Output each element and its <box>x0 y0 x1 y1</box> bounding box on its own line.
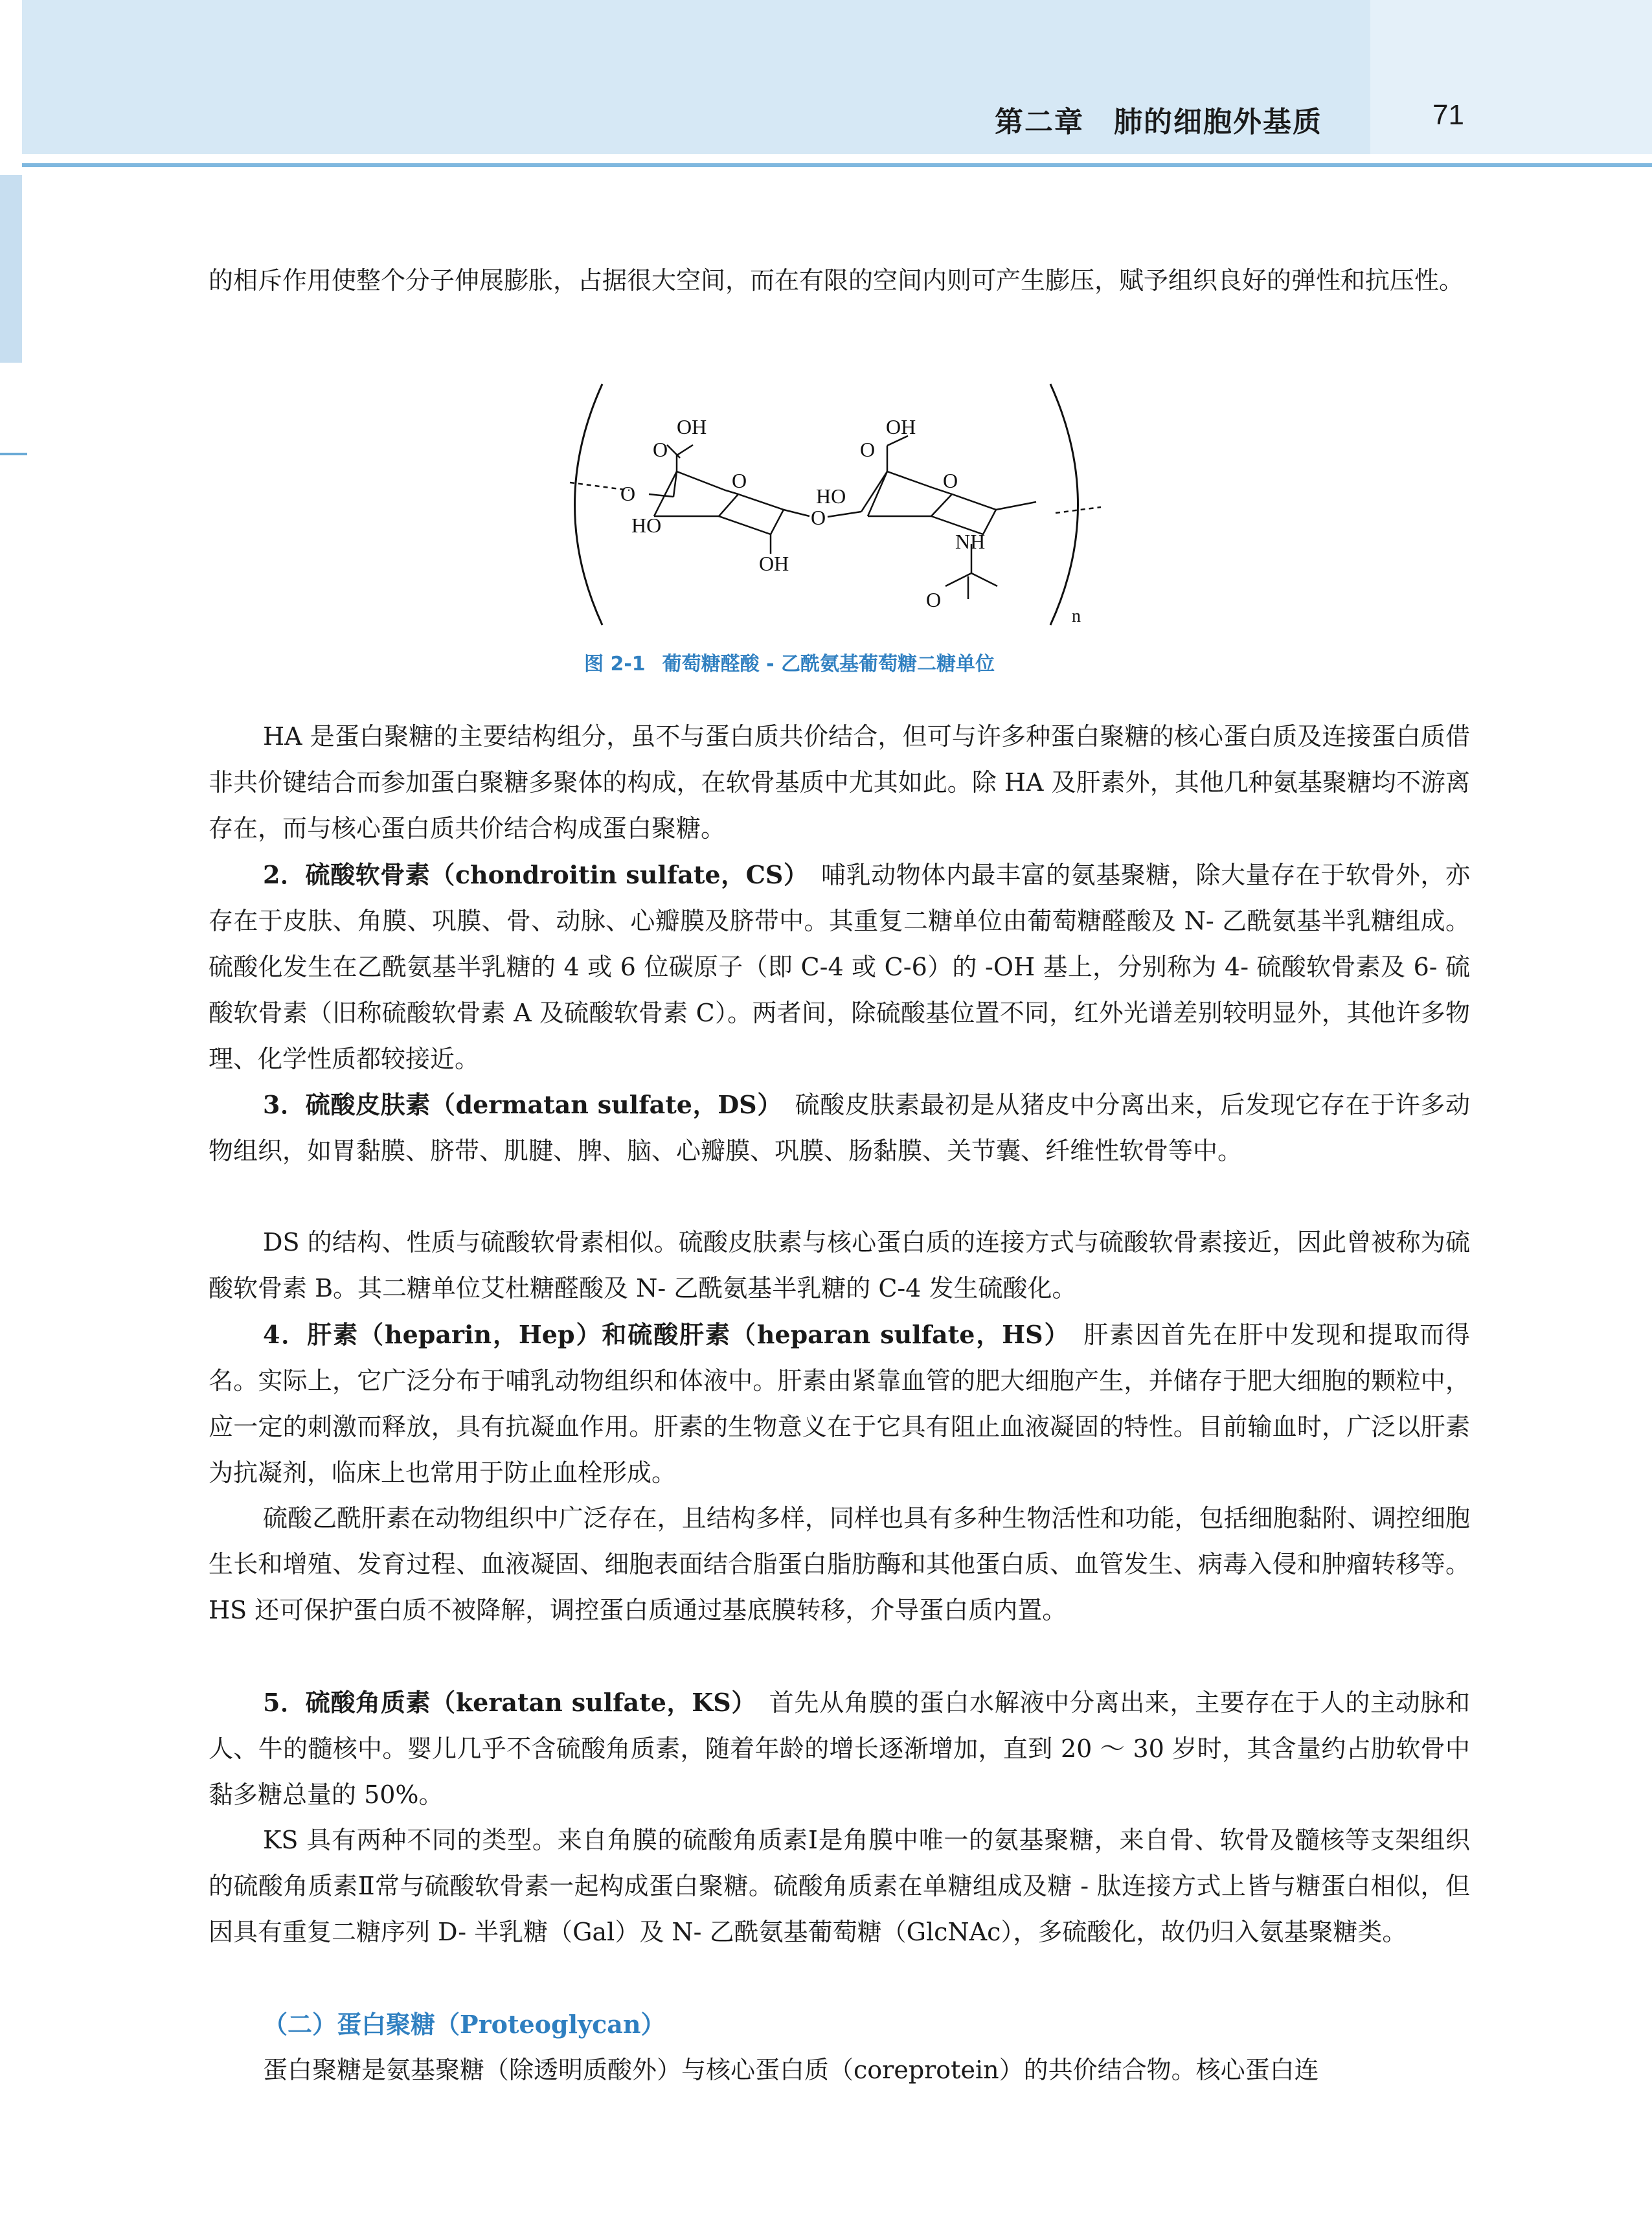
heading-heparin: 4．肝素（heparin，Hep）和硫酸肝素（heparan sulfate，HS） <box>263 1320 1058 1349</box>
paragraph-proteoglycan: 蛋白聚糖是氨基聚糖（除透明质酸外）与核心蛋白质（coreprotein）的共价结合物。核心蛋白连 <box>263 2056 1319 2084</box>
paragraph-heparin <box>209 1312 1470 1496</box>
subheading-proteoglycan: （二）蛋白聚糖（Proteoglycan） <box>263 2010 666 2039</box>
header-rule <box>22 163 1652 167</box>
label-oh-top-right: OH <box>886 415 916 438</box>
heading-keratan-sulfate: 5．硫酸角质素（keratan sulfate，KS） <box>263 1688 745 1717</box>
body-heparin: 肝素因首先在肝中发现和提取而得名。实际上，它广泛分布于哺乳动物组织和体液中。肝素由紧靠血管的肥大细胞产生，并储存于肥大细胞的颗粒中，应一定的刺激而释放，具有抗凝血作用。肝素的生物意义在于它具有阻止血液凝固的特性。目前输血时，广泛以肝素为抗凝剂，临床上也常用于防止血栓形成。 <box>209 1321 1470 1487</box>
left-bracket <box>575 384 603 625</box>
heading-chondroitin-sulfate: 2．硫酸软骨素（chondroitin sulfate，CS） <box>263 860 797 889</box>
label-repeat-n: n <box>1072 606 1081 626</box>
figure-caption-text: 葡萄糖醛酸 - 乙酰氨基葡萄糖二糖单位 <box>662 653 995 676</box>
disaccharide-structure-figure <box>557 379 1114 631</box>
label-link-o-mid: O <box>811 506 826 529</box>
label-ho-right: HO <box>816 484 846 508</box>
paragraph-ha: HA 是蛋白聚糖的主要结构组分，虽不与蛋白质共价结合，但可与许多种蛋白聚糖的核心蛋白质及连接蛋白质借非共价键结合而参加蛋白聚糖多聚体的构成，在软骨基质中尤其如此。除 HA 及肝素外，其他几种氨基聚糖均不游离存在，而与核心蛋白质共价结合构成蛋白聚糖。 <box>209 722 1470 843</box>
chapter-title: 第二章 肺的细胞外基质 <box>995 106 1322 139</box>
figure-caption <box>584 648 1089 676</box>
label-carbonyl-o: O <box>653 438 668 461</box>
header-band-right <box>1370 0 1652 154</box>
paragraph-ds-structure: DS 的结构、性质与硫酸软骨素相似。硫酸皮肤素与核心蛋白质的连接方式与硫酸软骨素接近，因此曾被称为硫酸软骨素 B。其二糖单位艾杜糖醛酸及 N- 乙酰氨基半乳糖的 C-4 发生硫酸化。 <box>209 1228 1470 1302</box>
label-oh-bottom-left: OH <box>759 552 789 575</box>
paragraph-heparan-sulfate: 硫酸乙酰肝素在动物组织中广泛存在，且结构多样，同样也具有多种生物活性和功能，包括细胞黏附、调控细胞生长和增殖、发育过程、血液凝固、细胞表面结合脂蛋白脂肪酶和其他蛋白质、血管发生、病毒入侵和肿瘤转移等。HS 还可保护蛋白质不被降解，调控蛋白质通过基底膜转移，介导蛋白质内置。 <box>209 1504 1470 1624</box>
label-o-hydroxymethyl: O <box>860 438 876 461</box>
label-acetyl-o: O <box>926 588 942 611</box>
figure-caption-number: 图 2-1 <box>584 653 646 676</box>
body-dermatan-sulfate: 硫酸皮肤素最初是从猪皮中分离出来，后发现它存在于许多动物组织，如胃黏膜、脐带、肌腱、脾、脑、心瓣膜、巩膜、肠黏膜、关节囊、纤维性软骨等中。 <box>209 1091 1470 1165</box>
right-bracket <box>1050 384 1078 625</box>
body-keratan-sulfate: 首先从角膜的蛋白水解液中分离出来，主要存在于人的主动脉和人、牛的髓核中。婴儿几乎不含硫酸角质素，随着年龄的增长逐渐增加，直到 20 ～ 30 岁时，其含量约占肋软骨中黏多糖总量的 50%。 <box>209 1688 1470 1809</box>
side-tick <box>0 453 27 455</box>
body-chondroitin-sulfate: 哺乳动物体内最丰富的氨基聚糖，除大量存在于软骨外，亦存在于皮肤、角膜、巩膜、骨、动脉、心瓣膜及脐带中。其重复二糖单位由葡萄糖醛酸及 N- 乙酰氨基半乳糖组成。硫酸化发生在乙酰氨基半乳糖的 4 或 6 位碳原子（即 C-4 或 C-6）的 -OH 基上，分别称为 4- 硫酸软骨素及 6- 硫酸软骨素（旧称硫酸软骨素 A 及硫酸软骨素 C）。两者间，除硫酸基位置不同，红外光谱差别较明显外，其他许多物理、化学性质都较接近。 <box>209 861 1470 1073</box>
paragraph-chondroitin-sulfate <box>209 852 1470 1082</box>
label-ho-left: HO <box>631 514 662 537</box>
label-ring-o-left: O <box>732 469 747 492</box>
label-link-o-left: O <box>620 482 636 505</box>
label-nh: NH <box>955 530 986 553</box>
paragraph-dermatan-sulfate <box>209 1082 1470 1174</box>
page-number: 71 <box>1432 99 1464 131</box>
paragraph-keratan-sulfate <box>209 1679 1470 1818</box>
label-ring-o-right: O <box>943 469 958 492</box>
paragraph-ks-types: KS 具有两种不同的类型。来自角膜的硫酸角质素Ⅰ是角膜中唯一的氨基聚糖，来自骨、软骨及髓核等支架组织的硫酸角质素Ⅱ常与硫酸软骨素一起构成蛋白聚糖。硫酸角质素在单糖组成及糖 - 肽连接方式上皆与糖蛋白相似，但因具有重复二糖序列 D- 半乳糖（Gal）及 N- 乙酰氨基葡萄糖（GlcNAc），多硫酸化，故仍归入氨基聚糖类。 <box>209 1826 1470 1946</box>
side-tab <box>0 175 22 363</box>
paragraph-continuation: 的相斥作用使整个分子伸展膨胀，占据很大空间，而在有限的空间内则可产生膨压，赋予组织良好的弹性和抗压性。 <box>209 266 1464 295</box>
label-oh-top-left: OH <box>677 415 707 438</box>
heading-dermatan-sulfate: 3．硫酸皮肤素（dermatan sulfate，DS） <box>263 1090 770 1119</box>
